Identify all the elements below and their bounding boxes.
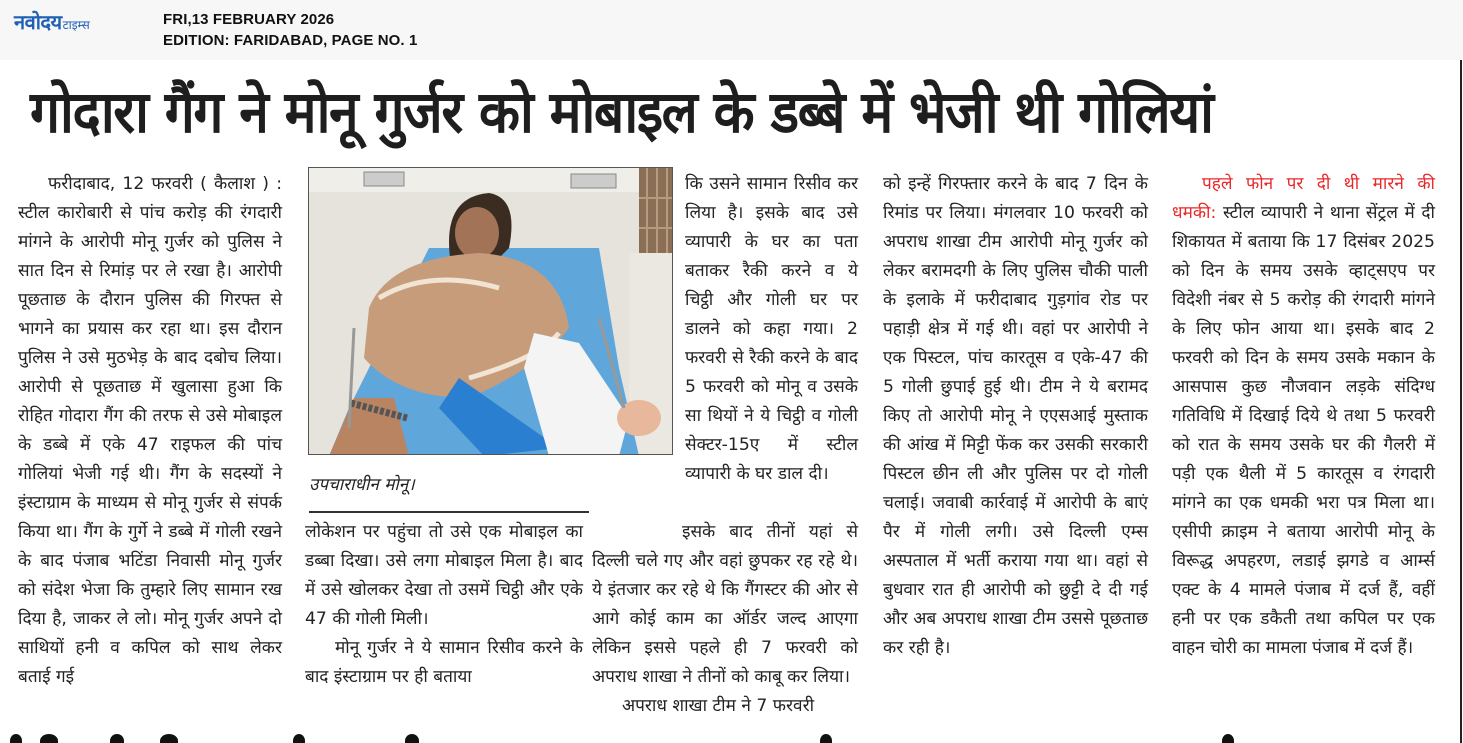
hospital-bed-photo-illustration (309, 168, 673, 455)
article-column-5 (1172, 170, 1435, 663)
cutoff-glyph (160, 734, 178, 743)
column-3-paragraph-2: अपराध शाखा टीम ने 7 फरवरी (622, 696, 815, 716)
column-divider-rule (309, 511, 589, 513)
column-1-paragraph: फरीदाबाद, 12 फरवरी ( कैलाश ) : स्टील कारोबारी से पांच करोड़ की रंगदारी मांगने के आरोपी मोनू गुर्जर को पुलिस ने सात दिन से रिमांड़ पर ले रखा है। आरोपी पूछताछ के दौरान पुलिस की गिरफ्त से भागने का प्रयास कर रहा था। इस दौरान पुलिस ने उसे मुठभेड़ के बाद दबोच लिया। आरोपी से पूछताछ में खुलासा हुआ कि रोहित गोदारा गैंग की तरफ से उसे मोबाइल के डब्बे में एके 47 राइफल की पांच गोलियां भेजी गई थी। गैंग के सदस्यों ने इंस्टाग्राम के माध्यम से मोनू गुर्जर से संपर्क किया था। गैंग के गुर्गे ने डब्बे में गोली रखने के बाद पंजाब भटिंडा निवासी मोनू गुर्जर को संदेश भेजा कि तुम्हारे लिए सामान रख दिया है, जाकर ले लो। मोनू गुर्जर अपने दो साथियों हनी व कपिल को साथ लेकर बताई गई (18, 174, 282, 687)
cutoff-glyph (1222, 734, 1234, 743)
photo-caption: उपचाराधीन मोनू। (309, 475, 415, 495)
column-4-paragraph: को इन्हें गिरफ्तार करने के बाद 7 दिन के रिमांड पर लिया। मंगलवार 10 फरवरी को अपराध शाखा टीम आरोपी मोनू गुर्जर को लेकर बरामदगी के लिए पुलिस चौकी पाली के इलाके में फरीदाबाद गुड़गांव रोड पर पहाड़ी क्षेत्र में गई थी। वहां पर आरोपी ने एक पिस्टल, पांच कारतूस व एके-47 की 5 गोली छुपाई हुई थी। टीम ने ये बरामद किए तो आरोपी मोनू ने एएसआई मुस्ताक की आंख में मिट्टी फेंक कर उसकी सरकारी पिस्टल छीन ली और पुलिस पर दो गोली चलाई। जवाबी कार्रवाई में आरोपी के बाएं पैर में गोली लगी। उसे दिल्ली एम्स अस्पताल में भर्ती कराया गया था। वहां से बुधवार रात ही आरोपी को छुट्टी दे दी गई और अब अपराध शाखा टीम उससे पूछताछ कर रही है। (883, 174, 1148, 658)
subheading-threat-call: पहले फोन पर दी थी मारने की धमकी: (1172, 174, 1435, 223)
article-column-4 (883, 170, 1148, 663)
cutoff-glyph (293, 734, 305, 743)
article-headline: गोदारा गैंग ने मोनू गुर्जर को मोबाइल के डब्बे में भेजी थी गोलियां (30, 78, 1213, 146)
article-column-1 (18, 170, 282, 692)
article-column-3-upper (685, 170, 858, 489)
cutoff-glyph (110, 734, 124, 743)
publication-date: FRI,13 FEBRUARY 2026 (163, 11, 335, 28)
logo-sub-text: टाइम्स (62, 18, 90, 32)
cutoff-glyph (40, 734, 58, 743)
article-column-2 (305, 518, 583, 692)
article-column-3-lower (592, 518, 858, 721)
cutoff-glyph (10, 734, 22, 743)
column-3-paragraph-continued: इसके बाद तीनों यहां से दिल्ली चले गए और वहां छुपकर रह रहे थे। ये इंतजार कर रहे थे कि गैंगस्टर की ओर से आगे कोई काम का ऑर्डर जल्द आएगा लेकिन इससे पहले ही 7 फरवरी को अपराध शाखा ने तीनों को काबू कर लिया। (592, 522, 858, 687)
edition-page-info: EDITION: FARIDABAD, PAGE NO. 1 (163, 32, 418, 49)
epaper-header-bar (0, 0, 1463, 60)
logo-main-text: नवोदय (14, 10, 62, 34)
cutoff-glyph (405, 734, 419, 743)
column-5-paragraph (1172, 170, 1435, 663)
cutoff-glyph (820, 734, 832, 743)
column-2-paragraph-2: मोनू गुर्जर ने ये सामान रिसीव करने के बाद इंस्टाग्राम पर ही बताया (305, 638, 583, 687)
column-2-paragraph-1: लोकेशन पर पहुंचा तो उसे एक मोबाइल का डब्बा दिखा। उसे लगा मोबाइल मिला है। बाद में उसे खोलकर देखा तो उसमें चिट्ठी और एके 47 की गोली मिली। (305, 522, 583, 629)
next-article-headline-cutoff (0, 730, 1463, 743)
newspaper-logo[interactable] (14, 8, 90, 35)
edition-meta (163, 9, 417, 51)
page-right-border (1460, 60, 1462, 743)
article-photo[interactable] (308, 167, 673, 455)
column-3-upper-paragraph: कि उसने सामान रिसीव कर लिया है। इसके बाद उसे व्यापारी के घर का पता बताकर रैकी करने व ये चिट्ठी और गोली घर पर डालने को कहा गया। 2 फरवरी से रैकी करने के बाद 5 फरवरी को मोनू व उसके सा थियों ने ये चिट्ठी व गोली सेक्टर-15ए में स्टील व्यापारी के घर डाल दी। (685, 174, 858, 484)
column-5-body: स्टील व्यापारी ने थाना सेंट्रल में दी शिकायत में बताया कि 17 दिसंबर 2025 को दिन के समय उसके व्हाट्सएप पर विदेशी नंबर से 5 करोड़ की रंगदारी मांगने के लिए फोन आया था। इसके बाद 2 फरवरी को दिन के समय उसके मकान के आसपास कुछ नौजवान लड़के संदिग्ध गतिविधि में दिखाई दिये थे तथा 5 फरवरी को रात के समय उसके घर की गैलरी में पड़ी एक थैली में 5 कारतूस व रंगदारी मांगने का एक धमकी भरा पत्र मिला था। एसीपी क्राइम ने बताया आरोपी मोनू के विरूद्ध अपहरण, लडाई झगडे व आर्म्स एक्ट के 4 मामले पंजाब में दर्ज हैं, वहीं हनी पर एक डकैती तथा कपिल पर एक वाहन चोरी का मामला पंजाब में दर्ज हैं। (1172, 203, 1436, 658)
